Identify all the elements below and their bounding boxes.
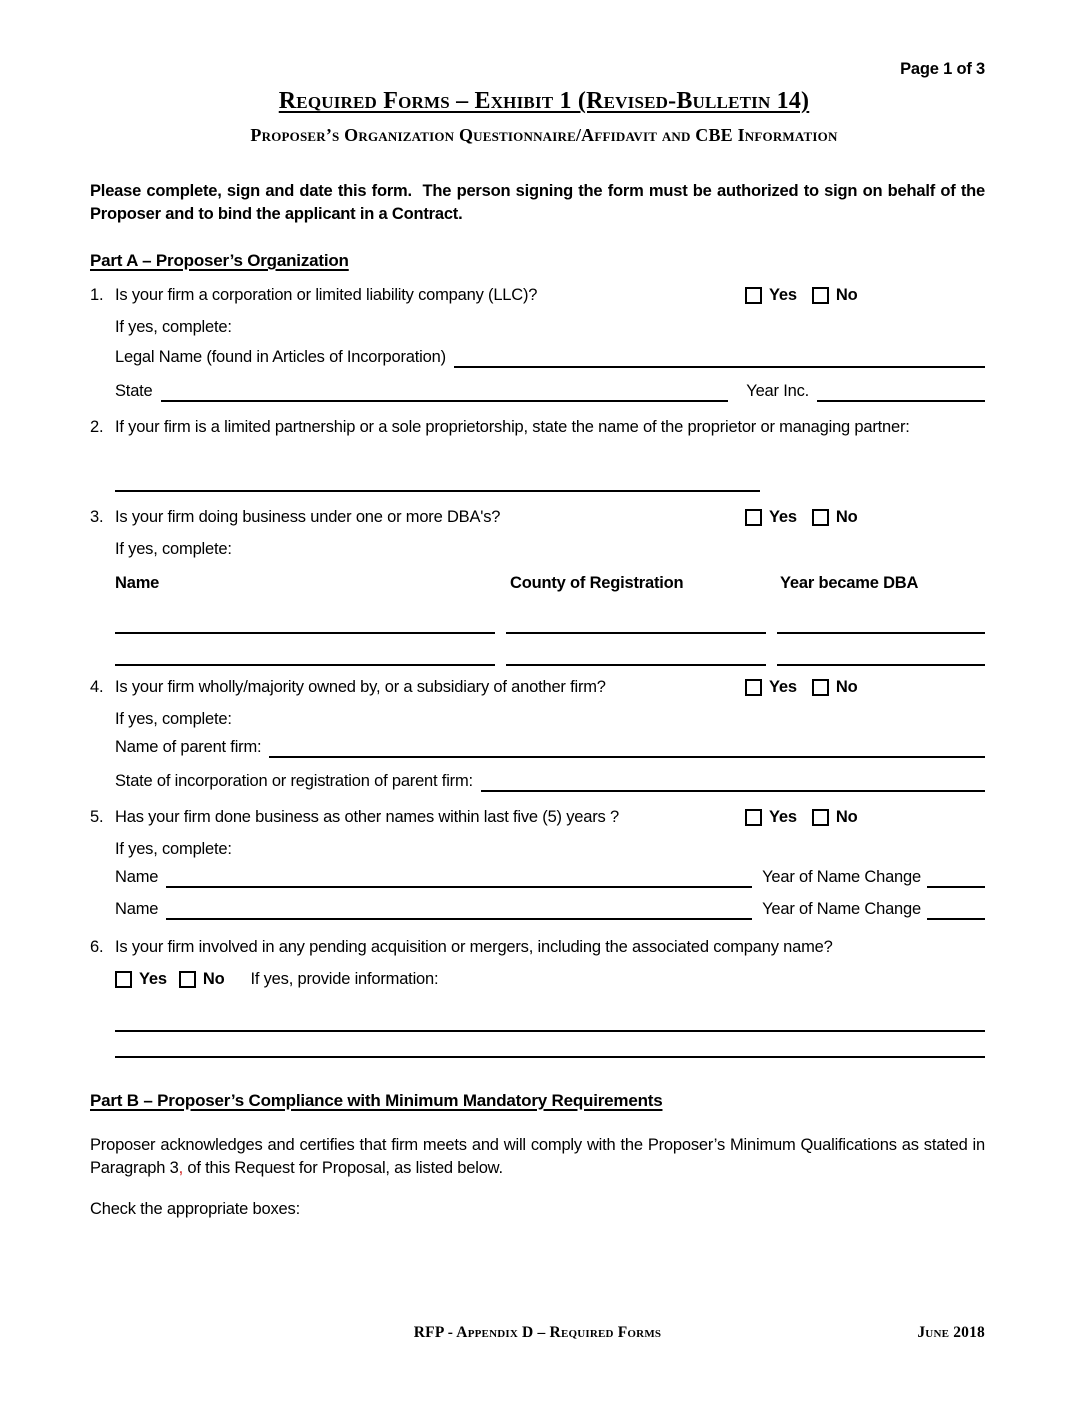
question-5-text: Has your firm done business as other names within last five (5) years ?: [115, 808, 619, 826]
name-line: [166, 916, 752, 920]
year-change-line: [927, 916, 985, 920]
part-b-text-after: of this Request for Proposal, as listed below.: [183, 1159, 503, 1177]
question-1-yesno: [745, 284, 857, 306]
yes-label: Yes: [769, 286, 797, 304]
question-3: [90, 506, 985, 528]
dba-year-line: [777, 662, 985, 666]
dba-year-header: Year became DBA: [780, 574, 919, 592]
question-2: [90, 416, 985, 438]
no-checkbox: [812, 679, 829, 696]
yes-checkbox: [115, 971, 132, 988]
check-boxes-label: Check the appropriate boxes:: [90, 1200, 300, 1218]
red-comma: ,: [178, 1159, 184, 1177]
question-5: [90, 806, 985, 828]
part-b-heading: Part B – Proposer’s Compliance with Minimum Mandatory Requirements: [90, 1091, 663, 1110]
part-a-heading: Part A – Proposer’s Organization: [90, 251, 349, 270]
yes-label: Yes: [769, 678, 797, 696]
dba-county-line: [506, 630, 766, 634]
legal-name-label: Legal Name (found in Articles of Incorporation): [115, 348, 446, 366]
question-6-answer-line-1: [115, 1030, 985, 1032]
year-change-label: Year of Name Change: [762, 868, 921, 886]
question-2-number: 2.: [90, 418, 104, 436]
question-1-number: 1.: [90, 286, 104, 304]
no-label: No: [835, 508, 858, 526]
question-5-yesno: [745, 806, 857, 828]
no-label: No: [835, 808, 858, 826]
dba-row-2: [115, 662, 985, 666]
name-change-field-2: [115, 898, 985, 920]
legal-name-line: [454, 364, 985, 368]
question-4-text: Is your firm wholly/majority owned by, or a subsidiary of another firm?: [115, 678, 606, 696]
parent-state-field: [115, 770, 985, 792]
yes-label: Yes: [769, 808, 797, 826]
question-6-answer-line-2: [115, 1056, 985, 1058]
dba-year-line: [777, 630, 985, 634]
no-checkbox: [179, 971, 196, 988]
dba-county-line: [506, 662, 766, 666]
question-2-text: If your firm is a limited partnership or a sole proprietorship, state the name of the proprietor or managing partner:: [115, 418, 910, 436]
state-label: State: [115, 382, 153, 400]
dba-name-line: [115, 630, 495, 634]
intro-text: Please complete, sign and date this form. The person signing the form must be authorized to sign on behalf of the Proposer and to bind the applicant in a Contract.: [90, 182, 990, 223]
no-checkbox: [812, 287, 829, 304]
question-3-yesno: [745, 506, 857, 528]
question-1-text: Is your firm a corporation or limited liability company (LLC)?: [115, 286, 538, 304]
yes-checkbox: [745, 509, 762, 526]
no-checkbox: [812, 809, 829, 826]
question-2-answer-line: [115, 490, 760, 492]
yes-label: Yes: [139, 970, 167, 988]
question-6-number: 6.: [90, 938, 104, 956]
question-4-number: 4.: [90, 678, 104, 696]
legal-name-field: [115, 346, 985, 368]
no-label: No: [202, 970, 225, 988]
year-change-label: Year of Name Change: [762, 900, 921, 918]
question-3-text: Is your firm doing business under one or more DBA's?: [115, 508, 501, 526]
parent-state-line: [481, 788, 985, 792]
provide-info-label: If yes, provide information:: [250, 970, 439, 988]
name-label: Name: [115, 900, 159, 918]
name-label: Name: [115, 868, 159, 886]
question-3-number: 3.: [90, 508, 104, 526]
question-4-if-yes: If yes, complete:: [115, 710, 232, 728]
no-label: No: [835, 286, 858, 304]
parent-state-label: State of incorporation or registration of parent firm:: [115, 772, 473, 790]
parent-firm-field: [115, 736, 985, 758]
name-line: [166, 884, 752, 888]
question-6-text: Is your firm involved in any pending acquisition or mergers, including the associated company name?: [115, 938, 833, 956]
dba-name-header: Name: [115, 574, 160, 592]
no-label: No: [835, 678, 858, 696]
dba-column-headers: [115, 572, 985, 594]
question-6-yesno: [115, 968, 985, 990]
document-title: Required Forms – Exhibit 1 (Revised-Bulletin 14): [278, 88, 810, 114]
year-change-line: [927, 884, 985, 888]
dba-county-header: County of Registration: [510, 574, 684, 592]
question-4: [90, 676, 985, 698]
yes-label: Yes: [769, 508, 797, 526]
dba-name-line: [115, 662, 495, 666]
state-year-field: [115, 380, 985, 402]
year-inc-line: [817, 398, 985, 402]
question-1-if-yes: If yes, complete:: [115, 318, 232, 336]
footer-date: June 2018: [917, 1324, 985, 1341]
question-5-if-yes: If yes, complete:: [115, 840, 232, 858]
year-inc-label: Year Inc.: [746, 382, 809, 400]
page-number: Page 1 of 3: [900, 60, 985, 78]
parent-firm-label: Name of parent firm:: [115, 738, 262, 756]
yes-checkbox: [745, 809, 762, 826]
dba-row-1: [115, 630, 985, 634]
state-line: [161, 398, 729, 402]
parent-firm-line: [269, 754, 985, 758]
yes-checkbox: [745, 679, 762, 696]
question-6: [90, 936, 985, 958]
question-3-if-yes: If yes, complete:: [115, 540, 232, 558]
question-4-yesno: [745, 676, 857, 698]
question-5-number: 5.: [90, 808, 104, 826]
part-b-paragraph: [90, 1134, 985, 1180]
footer-document-label: RFP - Appendix D – Required Forms: [413, 1324, 662, 1341]
part-b-text-before: Proposer acknowledges and certifies that firm meets and will comply with the Proposer’s Minimum Qualifications as stated in Paragraph 3: [90, 1136, 985, 1177]
document-subtitle: Proposer’s Organization Questionnaire/Affidavit and CBE Information: [250, 125, 838, 145]
yes-checkbox: [745, 287, 762, 304]
name-change-field-1: [115, 866, 985, 888]
question-1: [90, 284, 985, 306]
no-checkbox: [812, 509, 829, 526]
